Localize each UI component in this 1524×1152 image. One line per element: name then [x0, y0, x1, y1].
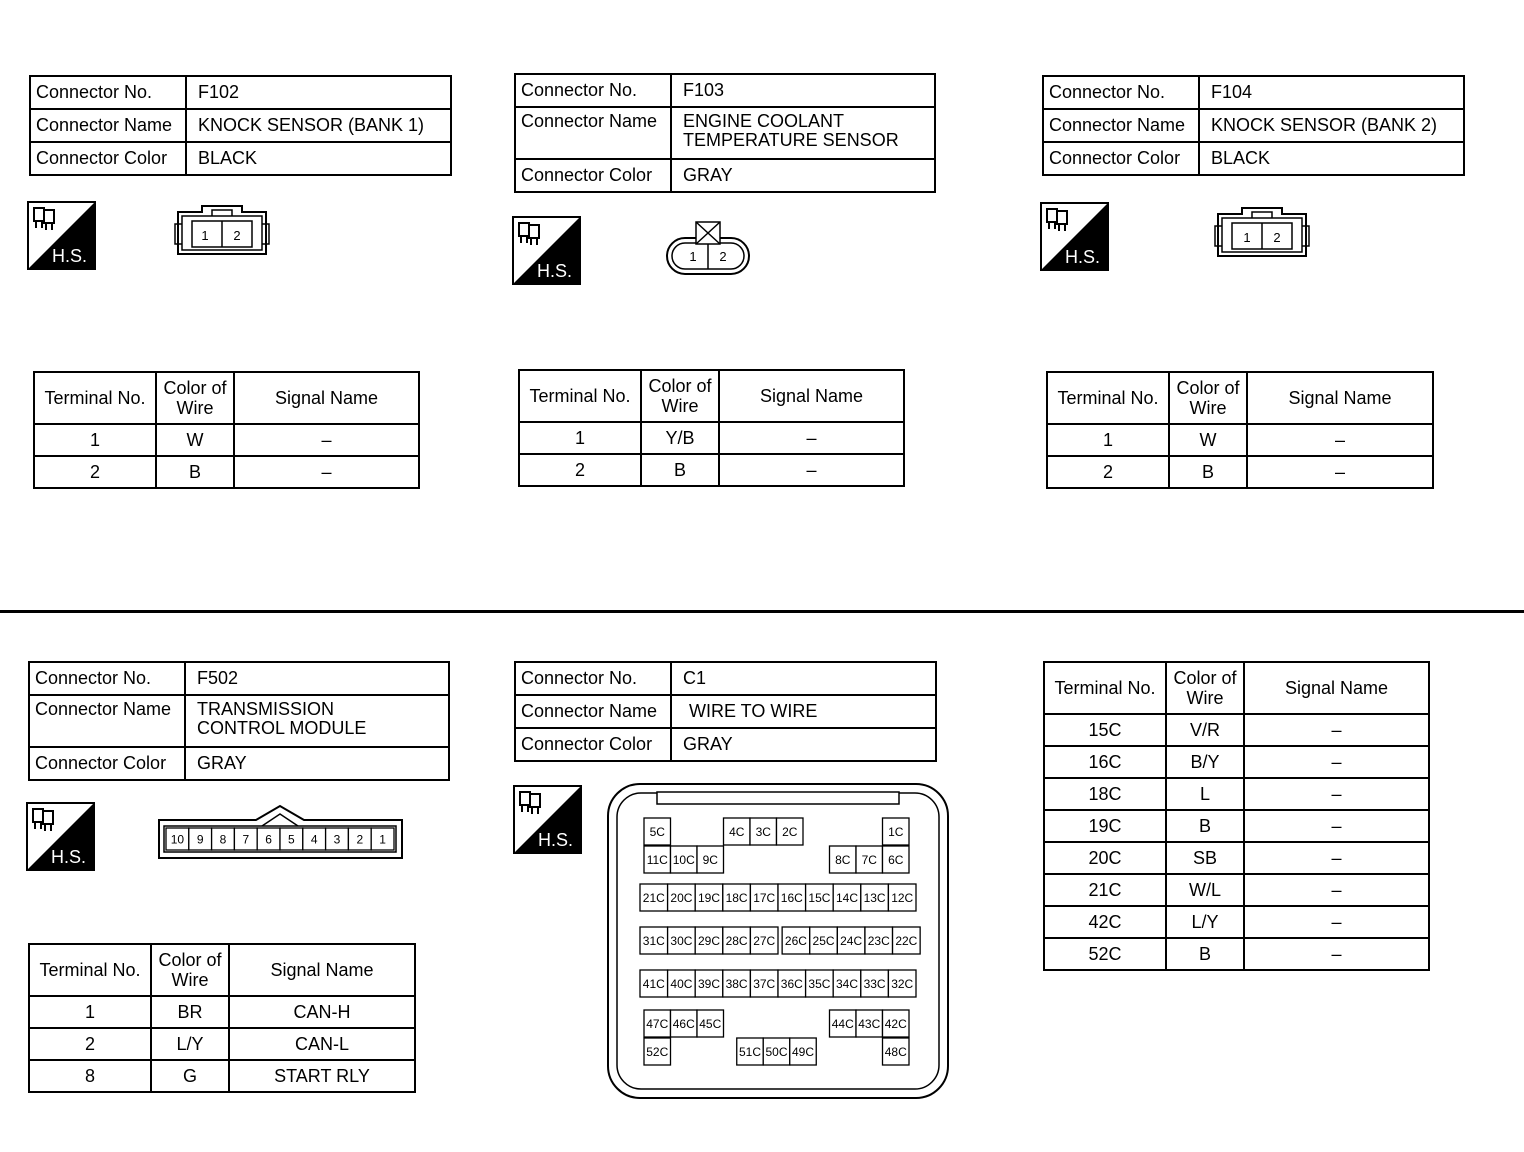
pin-1: 1 [1243, 230, 1251, 245]
pin-cell [790, 1038, 817, 1065]
pin-label: 5C [649, 824, 665, 839]
pin-label: 7C [861, 852, 877, 867]
pin-label: 19C [697, 890, 721, 905]
connector-no-label: Connector No. [1043, 76, 1199, 109]
connector-name-value: KNOCK SENSOR (BANK 2) [1199, 109, 1464, 142]
connector-face-f502 [156, 804, 406, 862]
pin-label: 11C [646, 852, 668, 867]
connector-name-label: Connector Name [515, 107, 671, 159]
pin-label: 49C [791, 1044, 815, 1059]
pin-label: 42C [884, 1016, 907, 1031]
signal-name-header: Signal Name [229, 944, 415, 996]
connector-name-label: Connector Name [1043, 109, 1199, 142]
pin-cell [888, 884, 916, 911]
pin-cell [671, 846, 698, 873]
pin-label: 24C [840, 933, 863, 948]
pin-label: 27C [753, 933, 776, 948]
pin-cell [750, 884, 778, 911]
signal-name-header: Signal Name [719, 370, 904, 422]
color-of-wire-header: Color of Wire [641, 370, 719, 422]
connector-no-value: F502 [185, 662, 449, 695]
connector-name-label: Connector Name [515, 695, 671, 728]
pin-cell [644, 846, 671, 873]
pin-label: 32C [891, 976, 914, 991]
signal-name-header: Signal Name [1244, 662, 1429, 714]
pin-cell [644, 1038, 671, 1065]
hs-label: H.S. [537, 261, 573, 281]
connector-color-value: BLACK [186, 142, 451, 175]
pin-cell [777, 818, 804, 845]
pin-1: 1 [689, 249, 697, 264]
table-row: 2 L/Y CAN-L [29, 1028, 415, 1060]
table-row: 42C L/Y – [1044, 906, 1429, 938]
terminal-table-f102 [33, 371, 420, 489]
connector-color-value: GRAY [671, 159, 935, 192]
pin-label: 20C [670, 890, 693, 905]
terminal-table-c1 [1043, 661, 1430, 971]
pin-cell [640, 970, 668, 997]
pin-label: 3C [755, 824, 771, 839]
connector-color-value: GRAY [671, 728, 936, 761]
pin-label: 9C [702, 852, 718, 867]
pin-cell [782, 927, 810, 954]
pin-cell [806, 970, 834, 997]
pin-cell [806, 884, 834, 911]
pin-cell [737, 1038, 764, 1065]
pin-cell [810, 927, 838, 954]
pin-label: 40C [670, 976, 693, 991]
pin-cell [888, 970, 916, 997]
color-of-wire-header: Color of Wire [151, 944, 229, 996]
table-row: 19C B – [1044, 810, 1429, 842]
pin-label: 47C [646, 1016, 669, 1031]
pin-cell [763, 1038, 790, 1065]
hs-icon [1040, 202, 1110, 272]
pin-cell [326, 828, 349, 850]
connector-no-label: Connector No. [29, 662, 185, 695]
pin-label: 3 [333, 832, 341, 847]
hs-icon [27, 201, 97, 271]
pin-label: 28C [725, 933, 748, 948]
table-row: 1 BR CAN-H [29, 996, 415, 1028]
terminal-no-header: Terminal No. [29, 944, 151, 996]
hs-label: H.S. [52, 246, 88, 266]
pin-cell [640, 884, 668, 911]
connector-no-value: C1 [671, 662, 936, 695]
terminal-no-header: Terminal No. [34, 372, 156, 424]
terminal-table-f502 [28, 943, 416, 1093]
pin-label: 37C [753, 976, 776, 991]
pin-cell [348, 828, 371, 850]
pin-label: 51C [738, 1044, 762, 1059]
pin-label: 7 [242, 832, 250, 847]
pin-cell [723, 884, 751, 911]
connector-name-label: Connector Name [29, 695, 185, 747]
terminal-no-header: Terminal No. [1044, 662, 1166, 714]
hs-icon [512, 216, 582, 286]
pin-label: 5 [288, 832, 295, 847]
connector-color-label: Connector Color [515, 159, 671, 192]
pin-label: 16C [780, 890, 803, 905]
pin-cell [724, 818, 751, 845]
terminal-no-header: Terminal No. [1047, 372, 1169, 424]
pin-label: 46C [672, 1016, 695, 1031]
pin-2: 2 [719, 249, 727, 264]
pin-cell [861, 884, 889, 911]
connector-no-label: Connector No. [30, 76, 186, 109]
pin-label: 52C [646, 1044, 669, 1059]
table-row: 8 G START RLY [29, 1060, 415, 1092]
pin-label: 4 [310, 832, 318, 847]
pin-label: 6C [888, 852, 904, 867]
table-row: 15C V/R – [1044, 714, 1429, 746]
table-row: 2 B – [519, 454, 904, 486]
pin-cell [212, 828, 235, 850]
pin-1: 1 [201, 228, 209, 243]
pin-label: 9 [196, 832, 204, 847]
connector-no-value: F103 [671, 74, 935, 107]
terminal-table-f104 [1046, 371, 1434, 489]
pin-cell [644, 1010, 671, 1037]
pin-label: 50C [765, 1044, 788, 1059]
pin-label: 30C [670, 933, 693, 948]
pin-label: 18C [725, 890, 748, 905]
table-row: 2 B – [1047, 456, 1433, 488]
pin-cell [697, 846, 724, 873]
table-row: 20C SB – [1044, 842, 1429, 874]
pin-label: 2 [356, 832, 364, 847]
pin-label: 39C [697, 976, 721, 991]
pin-cell [830, 1010, 857, 1037]
pin-cell [778, 970, 806, 997]
terminal-no-header: Terminal No. [519, 370, 641, 422]
connector-name-value: ENGINE COOLANT TEMPERATURE SENSOR [671, 107, 935, 159]
connector-name-value: WIRE TO WIRE [671, 695, 936, 728]
connector-name-label: Connector Name [30, 109, 186, 142]
table-row: 21C W/L – [1044, 874, 1429, 906]
pin-label: 13C [863, 890, 886, 905]
connector-color-label: Connector Color [1043, 142, 1199, 175]
pin-cell [723, 927, 751, 954]
pin-cell [723, 970, 751, 997]
pin-label: 31C [642, 933, 665, 948]
pin-cell [234, 828, 257, 850]
pin-cell [280, 828, 303, 850]
table-row: 1 W – [1047, 424, 1433, 456]
pin-cell [257, 828, 280, 850]
pin-label: 41C [642, 976, 665, 991]
pin-cell [695, 927, 723, 954]
pin-label: 17C [753, 890, 776, 905]
pin-cell [303, 828, 326, 850]
signal-name-header: Signal Name [234, 372, 419, 424]
pin-cell [833, 884, 861, 911]
table-row: 1 Y/B – [519, 422, 904, 454]
signal-name-header: Signal Name [1247, 372, 1433, 424]
pin-label: 8C [835, 852, 851, 867]
connector-color-label: Connector Color [515, 728, 671, 761]
pin-cell [883, 1010, 910, 1037]
pin-label: 36C [780, 976, 803, 991]
connector-info-f103 [514, 73, 936, 193]
connector-color-label: Connector Color [29, 747, 185, 780]
connector-color-value: GRAY [185, 747, 449, 780]
pin-cell [893, 927, 921, 954]
connector-info-c1 [514, 661, 937, 762]
pin-cell [668, 970, 696, 997]
pin-label: 26C [784, 933, 807, 948]
pin-cell [861, 970, 889, 997]
connector-info-f502 [28, 661, 450, 781]
table-row: 2 B – [34, 456, 419, 488]
table-row: 52C B – [1044, 938, 1429, 970]
pin-label: 29C [697, 933, 721, 948]
pin-label: 33C [863, 976, 886, 991]
hs-icon [26, 802, 96, 872]
hs-label: H.S. [1065, 247, 1101, 267]
pin-cell [189, 828, 212, 850]
pin-cell [833, 970, 861, 997]
pin-label: 10 [170, 832, 185, 847]
pin-label: 21C [642, 890, 665, 905]
pin-cell [883, 818, 910, 845]
table-row: 16C B/Y – [1044, 746, 1429, 778]
color-of-wire-header: Color of Wire [1166, 662, 1244, 714]
connector-no-label: Connector No. [515, 74, 671, 107]
connector-face-f103 [664, 218, 752, 278]
pin-cell [856, 846, 883, 873]
pin-label: 14C [835, 890, 859, 905]
connector-info-f104 [1042, 75, 1465, 176]
pin-label: 23C [867, 933, 890, 948]
hs-label: H.S. [51, 847, 87, 867]
pin-label: 1 [379, 832, 386, 847]
table-row: 1 W – [34, 424, 419, 456]
terminal-table-f103 [518, 369, 905, 487]
pin-cell [883, 1038, 910, 1065]
pin-cell [837, 927, 865, 954]
connector-color-value: BLACK [1199, 142, 1464, 175]
pin-label: 10C [672, 852, 695, 867]
pin-2: 2 [1273, 230, 1281, 245]
hs-label: H.S. [538, 830, 574, 850]
pin-label: 48C [884, 1044, 907, 1059]
pin-label: 44C [831, 1016, 854, 1031]
pin-cell [695, 970, 723, 997]
pin-label: 38C [725, 976, 748, 991]
table-row: 18C L – [1044, 778, 1429, 810]
pin-cell [371, 828, 394, 850]
pin-cell [668, 927, 696, 954]
pin-label: 45C [699, 1016, 722, 1031]
pin-cell [166, 828, 189, 850]
pin-label: 35C [808, 976, 831, 991]
pin-label: 22C [895, 933, 918, 948]
pin-cell [830, 846, 857, 873]
pin-label: 15C [808, 890, 831, 905]
pin-cell [883, 846, 910, 873]
pin-label: 25C [812, 933, 835, 948]
pin-label: 2C [782, 824, 798, 839]
pin-cell [856, 1010, 883, 1037]
pin-label: 34C [835, 976, 859, 991]
pin-cell [750, 818, 777, 845]
pin-cell [697, 1010, 724, 1037]
connector-name-value: KNOCK SENSOR (BANK 1) [186, 109, 451, 142]
connector-no-value: F102 [186, 76, 451, 109]
pin-cell [865, 927, 893, 954]
pin-label: 8 [219, 832, 227, 847]
connector-name-value: TRANSMISSION CONTROL MODULE [185, 695, 449, 747]
pin-cell [640, 927, 668, 954]
connector-info-f102 [29, 75, 452, 176]
pin-cell [668, 884, 696, 911]
hs-icon [513, 785, 583, 855]
pin-label: 12C [891, 890, 914, 905]
pin-label: 43C [858, 1016, 881, 1031]
pin-cell [695, 884, 723, 911]
pin-cell [750, 927, 778, 954]
connector-no-value: F104 [1199, 76, 1464, 109]
connector-no-label: Connector No. [515, 662, 671, 695]
pin-cell [671, 1010, 698, 1037]
connector-color-label: Connector Color [30, 142, 186, 175]
connector-face-f104 [1212, 206, 1312, 262]
pin-cell [750, 970, 778, 997]
pin-label: 6 [265, 832, 272, 847]
pin-cell [778, 884, 806, 911]
color-of-wire-header: Color of Wire [1169, 372, 1247, 424]
section-divider [0, 610, 1524, 613]
pin-label: 1C [888, 824, 904, 839]
connector-face-f102 [172, 204, 272, 260]
color-of-wire-header: Color of Wire [156, 372, 234, 424]
pin-cell [644, 818, 671, 845]
connector-face-c1 [606, 782, 950, 1100]
pin-label: 4C [729, 824, 745, 839]
pin-2: 2 [233, 228, 241, 243]
